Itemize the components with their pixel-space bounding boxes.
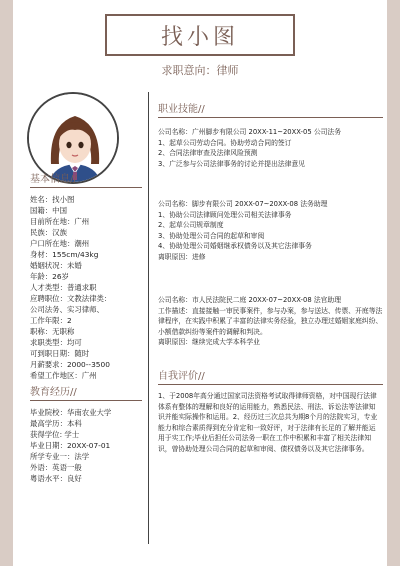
info-row: 户口所在地：潮州 (30, 239, 90, 248)
job-line: 1、协助公司法律顾问处理公司相关法律事务 (158, 210, 292, 219)
job-line: 公司名称：市人民法院民二庭 20XX-07~20XX-08 法官助理 (158, 296, 342, 304)
info-row: 职称：无职称 (30, 327, 75, 336)
job-line: 工作描述：直接接触一审民事案件，参与办案，参与送达、传票、开庭等法律程序，在实践中积累了丰富的法律实务经验，独立办理过婚姻家庭纠纷、小额借款纠纷等案件的调解和判决。 (158, 306, 383, 336)
info-row: 工作年限：2 (30, 316, 72, 325)
info-row: 身材：155cm/43kg (30, 250, 99, 259)
info-row: 外语：英语一般 (30, 463, 82, 472)
section-title-skills: 职业技能// (158, 100, 383, 118)
job-line: 离职原因：进修 (158, 252, 206, 261)
info-row: 公司法务、实习律师、 (30, 305, 104, 314)
info-row: 可到职日期：随时 (30, 349, 90, 358)
info-row: 希望工作地区：广州 (30, 371, 97, 380)
job-line: 公司名称：广州脚步有限公司 20XX-11~20XX-05 公司法务 (158, 128, 342, 136)
job-line: 2、起草公司规章制度 (158, 221, 224, 230)
self-evaluation-text: 1、于2008年高分通过国家司法资格考试取得律师资格，对中国现行法律体系有整体的理解和良好的运用能力，熟悉民法、刑法、诉讼法等法律知识并能实际操作和运用。2、经历过三次总共为期8个月的法院实习，专业能力和综合素质得到充分肯定和一致好评，对于法律有长足的了解并能运用于实工作;毕业后担任公司法务一职在工作中积累和丰富了相关法律知识，曾协助处理公司合同的起草和审阅、债权债务以及其它法律事务。 (158, 392, 378, 453)
job-line: 公司名称：脚步有限公司 20XX-07~20XX-08 法务助理 (158, 200, 328, 208)
job-line: 2、合同法律审查及法律风险预测 (158, 149, 258, 158)
job-line: 3、协助处理公司合同的起草和审阅 (158, 231, 265, 240)
job-line: 离职原因：继续完成大学本科学业 (158, 338, 260, 347)
info-row: 应聘职位：文教法律类： (30, 294, 112, 303)
section-title-self-eval: 自我评价// (158, 367, 383, 385)
info-row: 所学专业一：法学 (30, 452, 90, 461)
name-title: 找小图 (105, 14, 295, 56)
info-row: 月薪要求：2000--3500 (30, 360, 110, 369)
job-entry-3 (158, 295, 383, 348)
job-entry-1 (158, 127, 383, 169)
info-row: 姓名：找小图 (30, 195, 75, 204)
job-entry-2 (158, 199, 383, 263)
info-row: 最高学历：本科 (30, 419, 82, 428)
info-row: 婚姻状况：未婚 (30, 261, 82, 270)
info-row: 民族：汉族 (30, 228, 67, 237)
education-info-list (30, 407, 148, 484)
info-row: 粤语水平：良好 (30, 474, 82, 483)
job-line: 1、起草公司劳动合同。协助劳动合同的签订 (158, 138, 292, 147)
info-row: 获得学位: 学士 (30, 430, 80, 439)
job-intention: 求职意向：律师 (161, 64, 239, 77)
info-row: 年龄：26岁 (30, 272, 69, 281)
info-row: 目前所在地：广州 (30, 217, 90, 226)
job-line: 4、协助处理公司婚姻继承权债务以及其它法律事务 (158, 242, 312, 251)
info-row: 毕业院校：华南农业大学 (30, 408, 112, 417)
info-row: 国籍：中国 (30, 206, 67, 215)
basic-info-list (30, 194, 148, 381)
section-title-education: 教育经历// (30, 383, 142, 401)
info-row: 毕业日期：20XX-07-01 (30, 441, 111, 450)
section-title-basic: 基本信息// (30, 170, 142, 188)
info-row: 人才类型：普通求职 (30, 283, 97, 292)
divider-line (148, 92, 149, 544)
job-line: 3、广泛参与公司法律事务的讨论并提出法律意见 (158, 159, 306, 168)
info-row: 求职类型：均可 (30, 338, 82, 347)
